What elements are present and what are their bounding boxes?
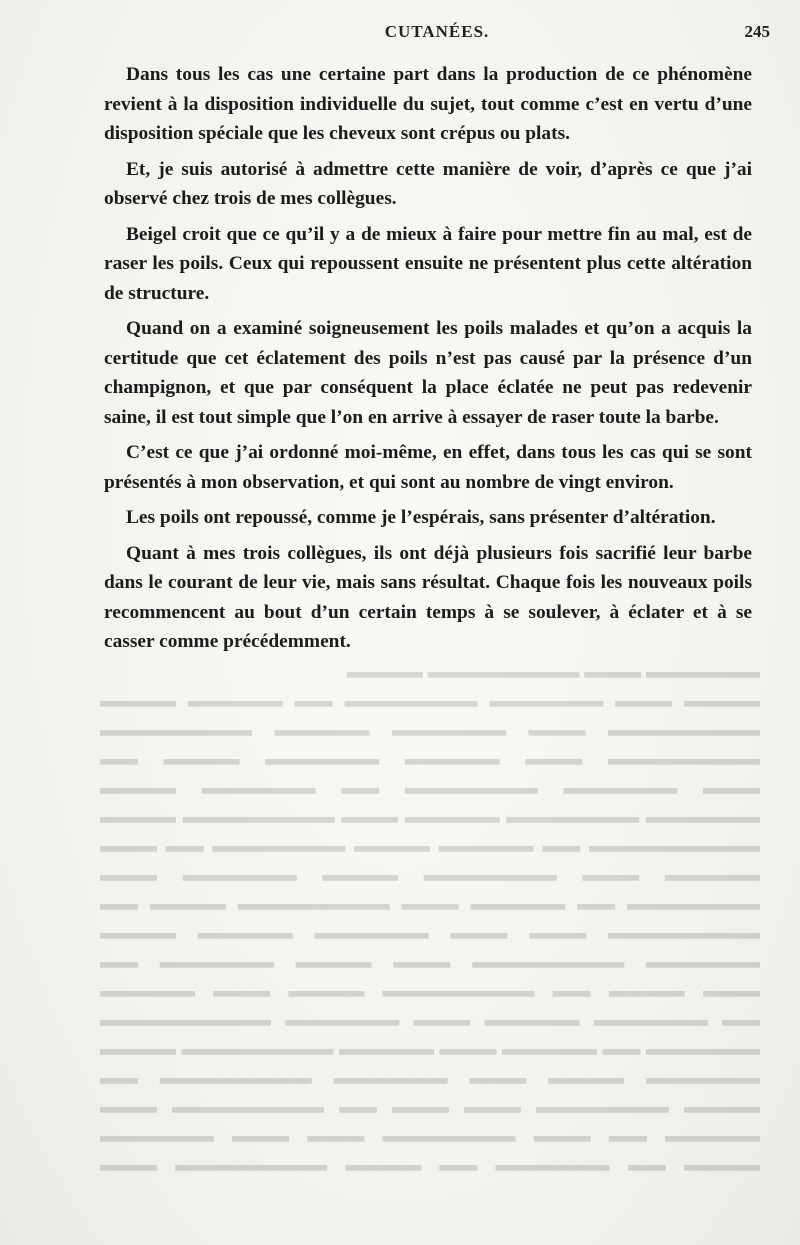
paragraph-4: Quand on a examiné soigneusement les poils malades et qu’on a acquis la certitude que cet éclatement des poils n’est pas causé par la présence d’un champignon, et que par conséquent la place éclatée ne peut pas redevenir saine, il est tout simple que l’on en arrive à essayer de raser toute la barbe. xyxy=(104,318,752,428)
running-title: CUTANÉES. xyxy=(384,22,490,41)
paragraph-6: Les poils ont repoussé, comme je l’espérais, sans présenter d’altération. xyxy=(126,507,716,528)
paragraph-5: C’est ce que j’ai ordonné moi-même, en effet, dans tous les cas qui se sont présentés à mon observation, et qui sont au nombre de vingt environ. xyxy=(104,442,752,493)
paragraph-3: Beigel croit que ce qu’il y a de mieux à faire pour mettre fin au mal, est de raser les poils. Ceux qui repoussent ensuite ne présentent plus cette altération de structure. xyxy=(104,223,752,304)
body-text xyxy=(104,60,752,663)
paragraph-2: Et, je suis autorisé à admettre cette manière de voir, d’après ce que j’ai observé chez trois de mes collègues. xyxy=(104,158,752,209)
page-header xyxy=(104,22,770,52)
paragraph-7: Quant à mes trois collègues, ils ont déjà plusieurs fois sacrifié leur barbe dans le courant de leur vie, mais sans résultat. Chaque fois les nouveaux poils recommencent au bout d’un certain temps à se soulever, à éclater et à se casser comme précédemment. xyxy=(104,542,752,652)
bleed-through-texture: ▬▬▬▬ ▬▬ ▬▬▬▬▬▬ ▬▬ ▬▬▬▬ ▬▬▬▬▬▬▬▬ ▬▬▬ ▬▬▬▬▬ ▬▬ ▬▬▬ ▬▬▬▬▬▬▬ ▬▬▬ ▬▬▬ ▬▬▬▬▬▬ ▬▬▬▬ ▬▬▬▬▬▬▬ ▬▬▬ ▬▬▬ ▬▬ ▬▬▬▬▬▬▬▬ ▬▬▬ ▬▬▬▬▬▬ ▬▬▬▬ ▬▬▬ ▬▬▬▬▬▬ ▬▬▬▬▬▬▬▬ ▬▬ ▬▬▬▬▬▬ ▬▬ ▬▬▬▬▬ ▬▬▬ ▬▬▬▬▬ ▬▬▬▬▬▬▬▬ ▬▬▬▬ ▬▬ ▬▬▬▬▬▬ ▬▬▬▬▬ ▬▬▬ ▬▬▬▬▬▬ ▬▬▬▬▬▬▬▬▬ ▬▬▬ ▬▬▬▬ ▬▬ ▬▬▬▬▬▬▬▬ ▬▬▬▬ ▬▬▬ ▬▬▬▬▬ ▬▬▬▬▬▬ ▬▬▬▬▬▬▬▬ ▬▬▬ ▬▬▬▬ ▬▬▬▬▬▬ ▬▬ ▬▬▬▬▬▬▬▬ ▬▬▬ ▬▬▬ ▬▬▬▬▬▬ ▬▬▬▬▬ ▬▬▬▬ ▬▬▬▬▬▬▬ ▬▬ ▬▬▬▬▬ ▬▬▬ ▬▬▬▬▬▬▬▬ ▬▬▬▬ ▬▬ ▬▬▬▬▬ ▬▬▬ ▬▬▬▬▬▬▬ ▬▬▬▬ ▬▬▬▬▬▬ ▬▬▬ ▬▬▬▬▬▬▬▬▬ ▬▬ ▬▬▬▬▬ ▬▬▬▬ ▬▬▬▬▬▬▬ ▬▬ ▬▬▬ ▬▬▬▬▬▬ ▬▬▬▬▬▬▬ ▬▬▬▬▬ ▬▬▬ ▬▬▬▬▬▬▬▬ ▬▬▬▬ ▬▬▬ ▬▬▬▬▬▬ ▬▬▬▬▬▬▬ ▬▬ ▬▬▬▬▬▬ ▬▬▬▬ ▬▬▬▬▬▬▬▬ ▬▬▬ ▬▬▬▬▬ ▬▬▬▬▬▬ ▬▬▬▬ ▬▬ ▬▬▬▬▬▬▬▬ ▬▬▬ ▬▬▬▬▬▬ ▬▬▬▬▬ ▬▬▬▬▬▬▬▬ ▬▬▬▬ ▬▬▬ ▬▬▬▬▬▬ ▬▬▬▬▬▬▬ ▬▬ ▬▬▬▬▬ ▬▬▬▬ ▬▬▬▬▬▬ ▬▬▬ ▬▬▬▬▬▬▬▬ ▬▬▬▬ xyxy=(100,667,760,1181)
paragraph-1: Dans tous les cas une certaine part dans la production de ce phénomène revient à la disposition individuelle du sujet, tout comme c’est en vertu d’une disposition spéciale que les cheveux sont crépus ou plats. xyxy=(104,64,752,144)
page-number: 245 xyxy=(744,22,770,41)
